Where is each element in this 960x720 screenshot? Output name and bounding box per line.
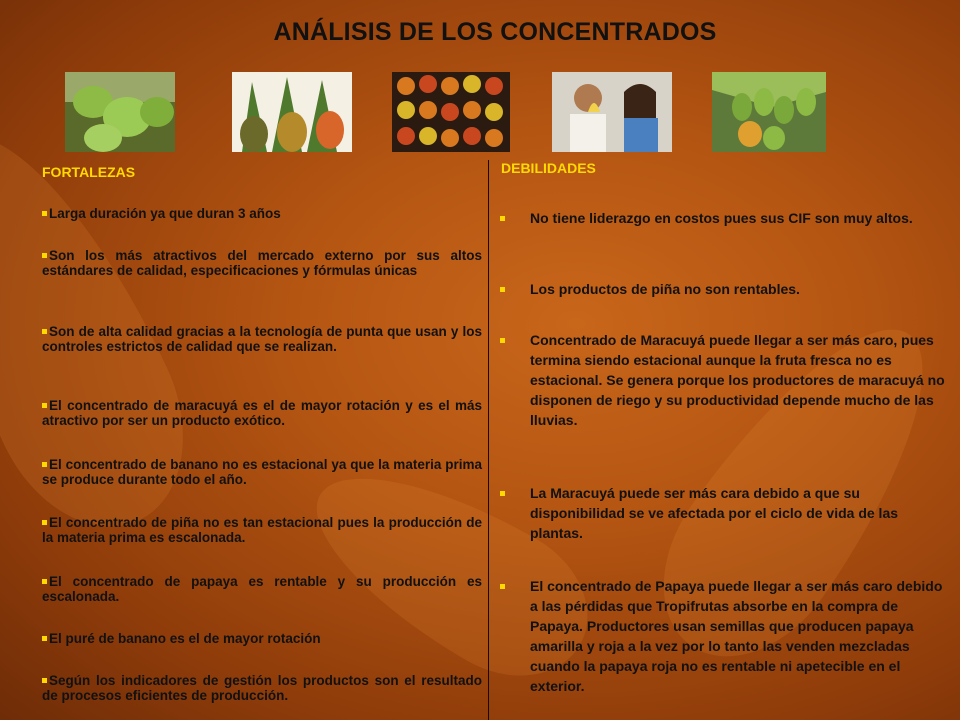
list-item	[530, 330, 948, 430]
list-item-text: El concentrado de Papaya puede llegar a ser más caro debido a las pérdidas que Tropifrutas absorbe en la compra de Papaya. Productores usan semillas que producen papaya amarilla y roja a la vez por lo tanto las venden mezcladas cuando la papaya roja no es rentable ni apetecible en el exterior.	[530, 578, 943, 694]
debilidades-heading: DEBILIDADES	[501, 160, 596, 176]
list-item-text: El concentrado de papaya es rentable y su producción es escalonada.	[42, 574, 482, 604]
bullet-icon	[500, 338, 505, 343]
list-item-text: La Maracuyá puede ser más cara debido a que su disponibilidad se ve afectada por el ciclo de vida de las plantas.	[530, 485, 899, 541]
list-item	[42, 398, 482, 428]
list-item-text: El puré de banano es el de mayor rotación	[49, 631, 321, 646]
bullet-icon	[500, 584, 505, 589]
list-item-text: Concentrado de Maracuyá puede llegar a ser más caro, pues termina siendo estacional aunque la fruta fresca no es estacional. Se genera porque los productores de maracuyá no disponen de riego y su productividad depende mucho de las lluvias.	[530, 332, 945, 428]
bullet-icon	[42, 579, 47, 584]
list-item	[42, 457, 482, 487]
bullet-icon	[500, 287, 505, 292]
list-item	[42, 515, 482, 545]
bullet-icon	[42, 329, 47, 334]
bullet-icon	[500, 491, 505, 496]
list-item-text: Según los indicadores de gestión los productos son el resultado de procesos eficientes de producción.	[42, 673, 482, 703]
list-item	[530, 483, 948, 543]
bullet-icon	[500, 216, 505, 221]
papaya-photo	[712, 72, 826, 152]
fortalezas-heading: FORTALEZAS	[42, 164, 136, 180]
list-item	[530, 279, 948, 299]
list-item-text: No tiene liderazgo en costos pues sus CIF son muy altos.	[530, 210, 913, 226]
list-item-text: El concentrado de piña no es tan estacional pues la producción de la materia prima es escalonada.	[42, 515, 482, 545]
list-item-text: El concentrado de banano no es estacional ya que la materia prima se produce durante todo el año.	[42, 457, 482, 487]
bullet-icon	[42, 462, 47, 467]
list-item-text: El concentrado de maracuyá es el de mayor rotación y es el más atractivo por ser un producto exótico.	[42, 398, 482, 428]
list-item	[42, 574, 482, 604]
list-item	[42, 324, 482, 354]
list-item-text: Son los más atractivos del mercado externo por sus altos estándares de calidad, especificaciones y fórmulas únicas	[42, 248, 482, 278]
list-item	[42, 206, 482, 221]
list-item	[42, 673, 482, 703]
list-item-text: Larga duración ya que duran 3 años	[49, 206, 281, 221]
list-item-text: Los productos de piña no son rentables.	[530, 281, 800, 297]
bullet-icon	[42, 211, 47, 216]
bullet-icon	[42, 403, 47, 408]
list-item	[530, 576, 948, 696]
bullet-icon	[42, 520, 47, 525]
column-divider	[488, 160, 489, 720]
list-item-text: Son de alta calidad gracias a la tecnología de punta que usan y los controles estrictos de calidad que se realizan.	[42, 324, 482, 354]
mango-photo	[65, 72, 175, 152]
children-banana-photo	[552, 72, 672, 152]
list-item	[530, 208, 948, 228]
bullet-icon	[42, 678, 47, 683]
bullet-icon	[42, 636, 47, 641]
list-item	[42, 248, 482, 278]
passion-fruit-photo	[392, 72, 510, 152]
list-item	[42, 631, 482, 646]
page-title: ANÁLISIS DE LOS CONCENTRADOS	[273, 18, 717, 46]
bullet-icon	[42, 253, 47, 258]
pineapple-photo	[232, 72, 352, 152]
